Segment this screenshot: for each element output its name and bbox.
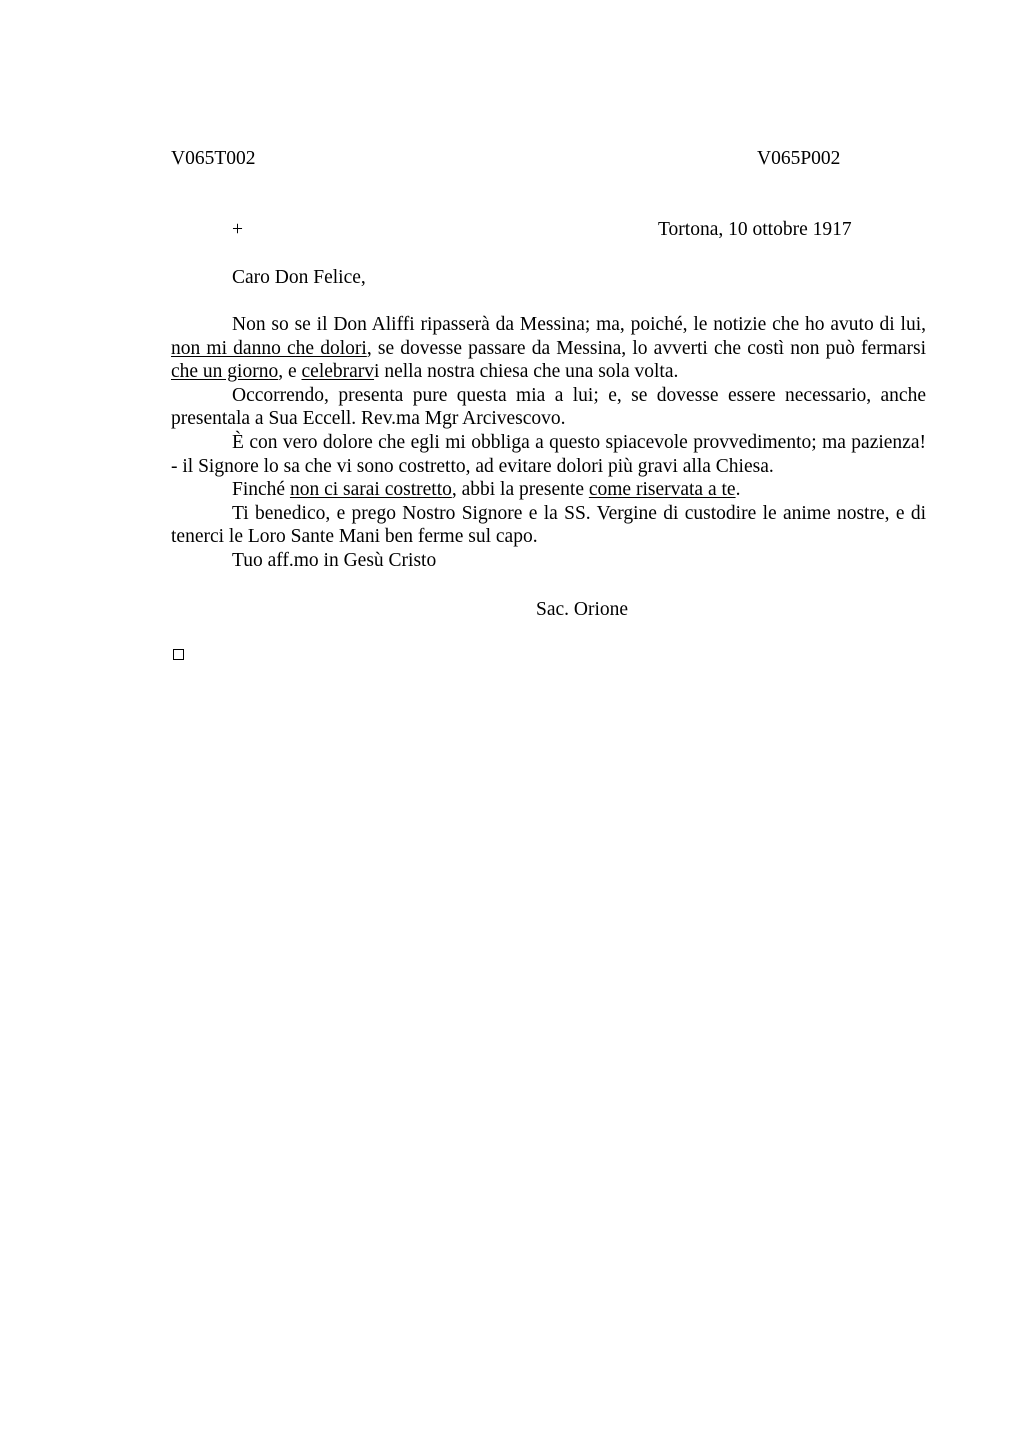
square-box-icon [173,649,184,660]
dateline: Tortona, 10 ottobre 1917 [658,219,852,240]
greeting: Caro Don Felice, [232,267,366,288]
paragraph-4-text-1: Finché [232,479,290,501]
document-code-right: V065P002 [757,148,841,169]
paragraph-1 [171,313,926,384]
document-code-left: V065T002 [171,148,256,169]
paragraph-1-text-3: , e [278,361,302,383]
paragraph-4-text-2: , abbi la presente [451,479,589,501]
letter-body [171,313,926,573]
cross-mark: + [232,219,243,240]
paragraph-4 [171,478,926,502]
closing: Tuo aff.mo in Gesù Cristo [232,549,437,571]
paragraph-4-text-3: . [735,479,741,501]
paragraph-1-text-2: , se dovesse passare da Messina, lo avverti che costì non può fermarsi [366,337,926,359]
paragraph-1-text-4: i nella nostra chiesa che una sola volta. [374,361,679,383]
underlined-phrase: che un giorno [171,361,279,383]
signature: Sac. Orione [536,599,629,620]
paragraph-3: È con vero dolore che egli mi obbliga a questo spiacevole provvedimento; ma pazienza! - il Signore lo sa che vi sono costretto, ad evitare dolori più gravi alla Chiesa. [171,431,926,477]
underlined-phrase: non ci sarai costretto [289,479,452,501]
underlined-phrase: celebrarv [301,361,375,383]
paragraph-2: Occorrendo, presenta pure questa mia a lui; e, se dovesse essere necessario, anche presentala a Sua Eccell. Rev.ma Mgr Arcivescovo. [171,384,926,430]
paragraph-1-text-1: Non so se il Don Aliffi ripasserà da Messina; ma, poiché, le notizie che ho avuto di lui, [232,314,926,335]
underlined-phrase: come riservata a te [588,479,736,501]
underlined-phrase: non mi danno che dolori [171,337,367,359]
paragraph-5: Ti benedico, e prego Nostro Signore e la SS. Vergine di custodire le anime nostre, e di tenerci le Loro Sante Mani ben ferme sul capo. [171,502,926,548]
